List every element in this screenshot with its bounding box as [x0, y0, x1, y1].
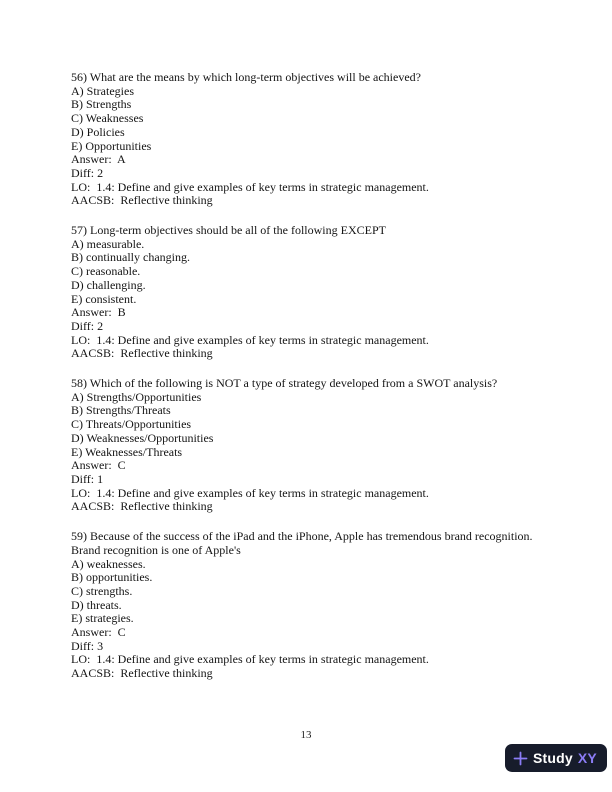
page-number: 13 — [300, 729, 312, 741]
option-a: A) weaknesses. — [71, 556, 146, 571]
diff-line: Diff: 2 — [71, 165, 104, 180]
question-block-59 — [71, 530, 592, 681]
question-text: 59) Because of the success of the iPad and the iPhone, Apple has tremendous brand recognition. — [71, 529, 533, 544]
question-text: 57) Long-term objectives should be all of the following EXCEPT — [71, 223, 386, 238]
answer-line: Answer: A — [71, 152, 126, 167]
option-a: A) Strategies — [71, 83, 134, 98]
option-b: B) Strengths — [71, 97, 132, 112]
studyxy-logo — [505, 744, 607, 772]
aacsb-line: AACSB: Reflective thinking — [71, 666, 213, 681]
answer-line: Answer: B — [71, 305, 126, 320]
lo-line: LO: 1.4: Define and give examples of key terms in strategic management. — [71, 485, 429, 500]
answer-line: Answer: C — [71, 458, 126, 473]
lo-line: LO: 1.4: Define and give examples of key terms in strategic management. — [71, 332, 429, 347]
option-d: D) challenging. — [71, 277, 146, 292]
brand-name-accent: XY — [577, 750, 597, 766]
question-block-57 — [71, 224, 592, 361]
option-c: C) Threats/Opportunities — [71, 417, 192, 432]
option-e: E) consistent. — [71, 291, 137, 306]
option-a: A) Strengths/Opportunities — [71, 389, 202, 404]
question-list — [71, 71, 592, 697]
question-block-58 — [71, 377, 592, 514]
option-c: C) Weaknesses — [71, 111, 144, 126]
option-b: B) continually changing. — [71, 250, 190, 265]
plus-icon — [513, 751, 528, 766]
aacsb-line: AACSB: Reflective thinking — [71, 193, 213, 208]
brand-name-primary: Study — [533, 750, 573, 766]
aacsb-line: AACSB: Reflective thinking — [71, 499, 213, 514]
diff-line: Diff: 2 — [71, 318, 104, 333]
answer-line: Answer: C — [71, 625, 126, 640]
option-e: E) strategies. — [71, 611, 134, 626]
diff-line: Diff: 1 — [71, 471, 104, 486]
option-d: D) Weaknesses/Opportunities — [71, 430, 214, 445]
lo-line: LO: 1.4: Define and give examples of key terms in strategic management. — [71, 179, 429, 194]
lo-line: LO: 1.4: Define and give examples of key terms in strategic management. — [71, 652, 429, 667]
question-block-56 — [71, 71, 592, 208]
option-e: E) Weaknesses/Threats — [71, 444, 183, 459]
option-d: D) Policies — [71, 124, 125, 139]
option-c: C) strengths. — [71, 583, 133, 598]
question-text: 58) Which of the following is NOT a type of strategy developed from a SWOT analysis? — [71, 376, 498, 391]
option-d: D) threats. — [71, 597, 122, 612]
question-text: 56) What are the means by which long-term objectives will be achieved? — [71, 70, 421, 84]
question-text-wrap: Brand recognition is one of Apple's — [71, 542, 241, 557]
option-a: A) measurable. — [71, 236, 145, 251]
diff-line: Diff: 3 — [71, 638, 104, 653]
aacsb-line: AACSB: Reflective thinking — [71, 346, 213, 361]
option-e: E) Opportunities — [71, 138, 152, 153]
option-b: B) opportunities. — [71, 570, 153, 585]
option-c: C) reasonable. — [71, 264, 141, 279]
option-b: B) Strengths/Threats — [71, 403, 171, 418]
